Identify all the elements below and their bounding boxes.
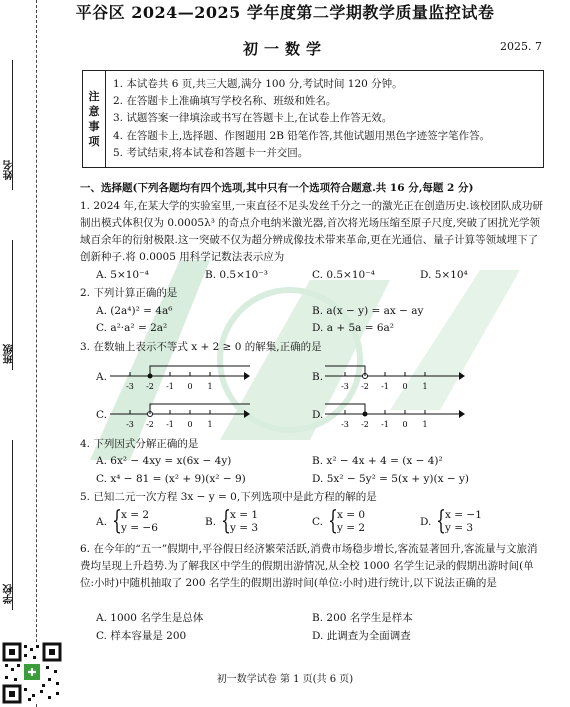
notice-item: 2. 在答题卡上准确填写学校名称、班级和姓名。 <box>113 95 337 108</box>
q3-option-c-label: C. <box>96 409 107 421</box>
notice-item: 4. 在答题卡上,选择题、作图题用 2B 铅笔作答,其他试题用黑色字迹签字笔作答。 <box>113 129 491 142</box>
q1-option-d: D. 5×10⁴ <box>420 269 468 281</box>
q5-a-eq1: x = 2 <box>121 509 150 521</box>
binding-dashed-line <box>36 0 37 707</box>
q5-c-eq1: x = 0 <box>337 509 366 521</box>
q4-option-d: D. 5x² − 5y² = 5(x + y)(x − y) <box>312 473 470 485</box>
name-label: 姓名 <box>4 160 15 180</box>
q4-option-c: C. x⁴ − 81 = (x² + 9)(x² − 9) <box>96 473 246 485</box>
tick-label: 1 <box>207 420 213 429</box>
q3-number-line-c <box>110 398 250 432</box>
notice-heading-char: 注 <box>88 90 100 103</box>
school-label: 学校 <box>4 584 15 604</box>
q6-option-b: B. 200 名学生是样本 <box>312 612 413 624</box>
notice-item: 3. 试题答案一律填涂或书写在答题卡上,在试卷上作答无效。 <box>113 112 393 125</box>
q1-option-b: B. 0.5×10⁻³ <box>205 269 268 281</box>
q5-d-eq1: x = −1 <box>445 509 482 521</box>
tick-label: -1 <box>166 420 174 429</box>
tick-label: 1 <box>422 420 428 429</box>
question-6-stem: 6. 在今年的“五一”假期中,平谷假日经济繁荣活跃,消费市场稳步增长,客流显著回升,客流量与文旅消费均呈现上升趋势.为了解我区中学生的假期出游情况,从全校 1000 名学生记录的假期出游时间(单位:小时)中随机抽取了 200 名学生的假期出游时间(单位:小时)进行统计,以下说法正确的是 <box>80 543 538 589</box>
q4-option-b: B. x² − 4x + 4 = (x − 4)² <box>312 455 443 467</box>
tick-label: 0 <box>187 420 193 429</box>
tick-label: -1 <box>166 382 174 391</box>
tick-label: -2 <box>146 382 154 391</box>
q6-option-d: D. 此调查为全面调查 <box>312 630 411 642</box>
q1-option-c: C. 0.5×10⁻⁴ <box>312 269 375 281</box>
q5-option-d-label: D. <box>420 516 432 528</box>
question-2-stem: 2. 下列计算正确的是 <box>80 287 178 299</box>
question-1-stem: 1. 2024 年,在某大学的实验室里,一束直径不足头发丝千分之一的激光正在创造历史.该校团队成功研制出模式体积仅为 0.0005λ³ 的奇点介电纳米激光器,首次将光场压缩至原子尺度,突破了困扰光学领域百余年的衍射极限.这一突破不仅为超分辨成像技术带来革命,更在光通信、量子计算等领域埋下了创新种子.将 0.0005 用科学记数法表示应为 <box>80 200 543 263</box>
tick-label: -3 <box>126 382 134 391</box>
q5-option-b-label: B. <box>205 516 217 528</box>
q5-b-eq2: y = 3 <box>230 522 259 534</box>
q3-number-line-b <box>325 360 465 394</box>
notice-box <box>82 70 544 168</box>
question-5-stem: 5. 已知二元一次方程 3x − y = 0,下列选项中是此方程的解的是 <box>80 491 377 503</box>
q3-option-a-label: A. <box>96 371 107 383</box>
notice-heading-char: 项 <box>88 135 100 148</box>
notice-heading-char: 意 <box>88 105 100 118</box>
question-3-stem: 3. 在数轴上表示不等式 x + 2 ≥ 0 的解集,正确的是 <box>80 341 322 353</box>
exam-title: 平谷区 2024—2025 学年度第二学期教学质量监控试卷 <box>75 3 495 22</box>
q6-option-a: A. 1000 名学生是总体 <box>96 612 204 624</box>
tick-label: -3 <box>341 420 349 429</box>
q1-option-a: A. 5×10⁻⁴ <box>96 269 149 281</box>
q3-number-line-a <box>110 360 250 394</box>
page-footer: 初一数学试卷 第 1 页(共 6 页) <box>216 674 354 685</box>
tick-label: -2 <box>146 420 154 429</box>
subject-title: 初一数学 <box>242 40 327 58</box>
tick-label: 0 <box>402 382 408 391</box>
q5-c-eq2: y = 2 <box>337 522 366 534</box>
tick-label: 0 <box>402 420 408 429</box>
section-heading: 一、选择题(下列各题均有四个选项,其中只有一个选项符合题意.共 16 分,每题 2 分) <box>80 182 474 194</box>
notice-heading-char: 事 <box>88 120 100 133</box>
tick-label: -2 <box>361 382 369 391</box>
q3-option-b-label: B. <box>312 371 324 383</box>
tick-label: -3 <box>341 382 349 391</box>
q5-option-a-label: A. <box>96 516 107 528</box>
tick-label: -3 <box>126 420 134 429</box>
q5-a-eq2: y = −6 <box>121 522 158 534</box>
q5-option-c-label: C. <box>312 516 323 528</box>
q2-option-c: C. a²·a² = 2a² <box>96 322 168 334</box>
question-4-stem: 4. 下列因式分解正确的是 <box>80 438 199 450</box>
q4-option-a: A. 6x² − 4xy = x(6x − 4y) <box>96 455 232 467</box>
notice-item: 5. 考试结束,将本试卷和答题卡一并交回。 <box>113 146 309 159</box>
q2-option-b: B. a(x − y) = ax − ay <box>312 305 424 317</box>
notice-item: 1. 本试卷共 6 页,共三大题,满分 100 分,考试时间 120 分钟。 <box>113 78 403 90</box>
class-label: 班级 <box>4 344 15 364</box>
tick-label: 1 <box>422 382 428 391</box>
tick-label: 0 <box>187 382 193 391</box>
q5-b-eq1: x = 1 <box>230 509 259 521</box>
q6-option-c: C. 样本容量是 200 <box>96 630 187 642</box>
q5-d-eq2: y = 3 <box>445 522 474 534</box>
tick-label: -1 <box>381 420 389 429</box>
q2-option-d: D. a + 5a = 6a² <box>312 322 395 334</box>
q3-option-d-label: D. <box>312 409 324 421</box>
tick-label: -2 <box>361 420 369 429</box>
tick-label: 1 <box>207 382 213 391</box>
notice-list <box>113 76 490 162</box>
notice-heading <box>83 71 106 167</box>
tick-label: -1 <box>381 382 389 391</box>
exam-date: 2025. 7 <box>500 40 542 53</box>
q3-number-line-d <box>325 398 465 432</box>
svg-text:✚: ✚ <box>27 666 37 679</box>
q2-option-a: A. (2a⁴)² = 4a⁶ <box>96 305 173 317</box>
